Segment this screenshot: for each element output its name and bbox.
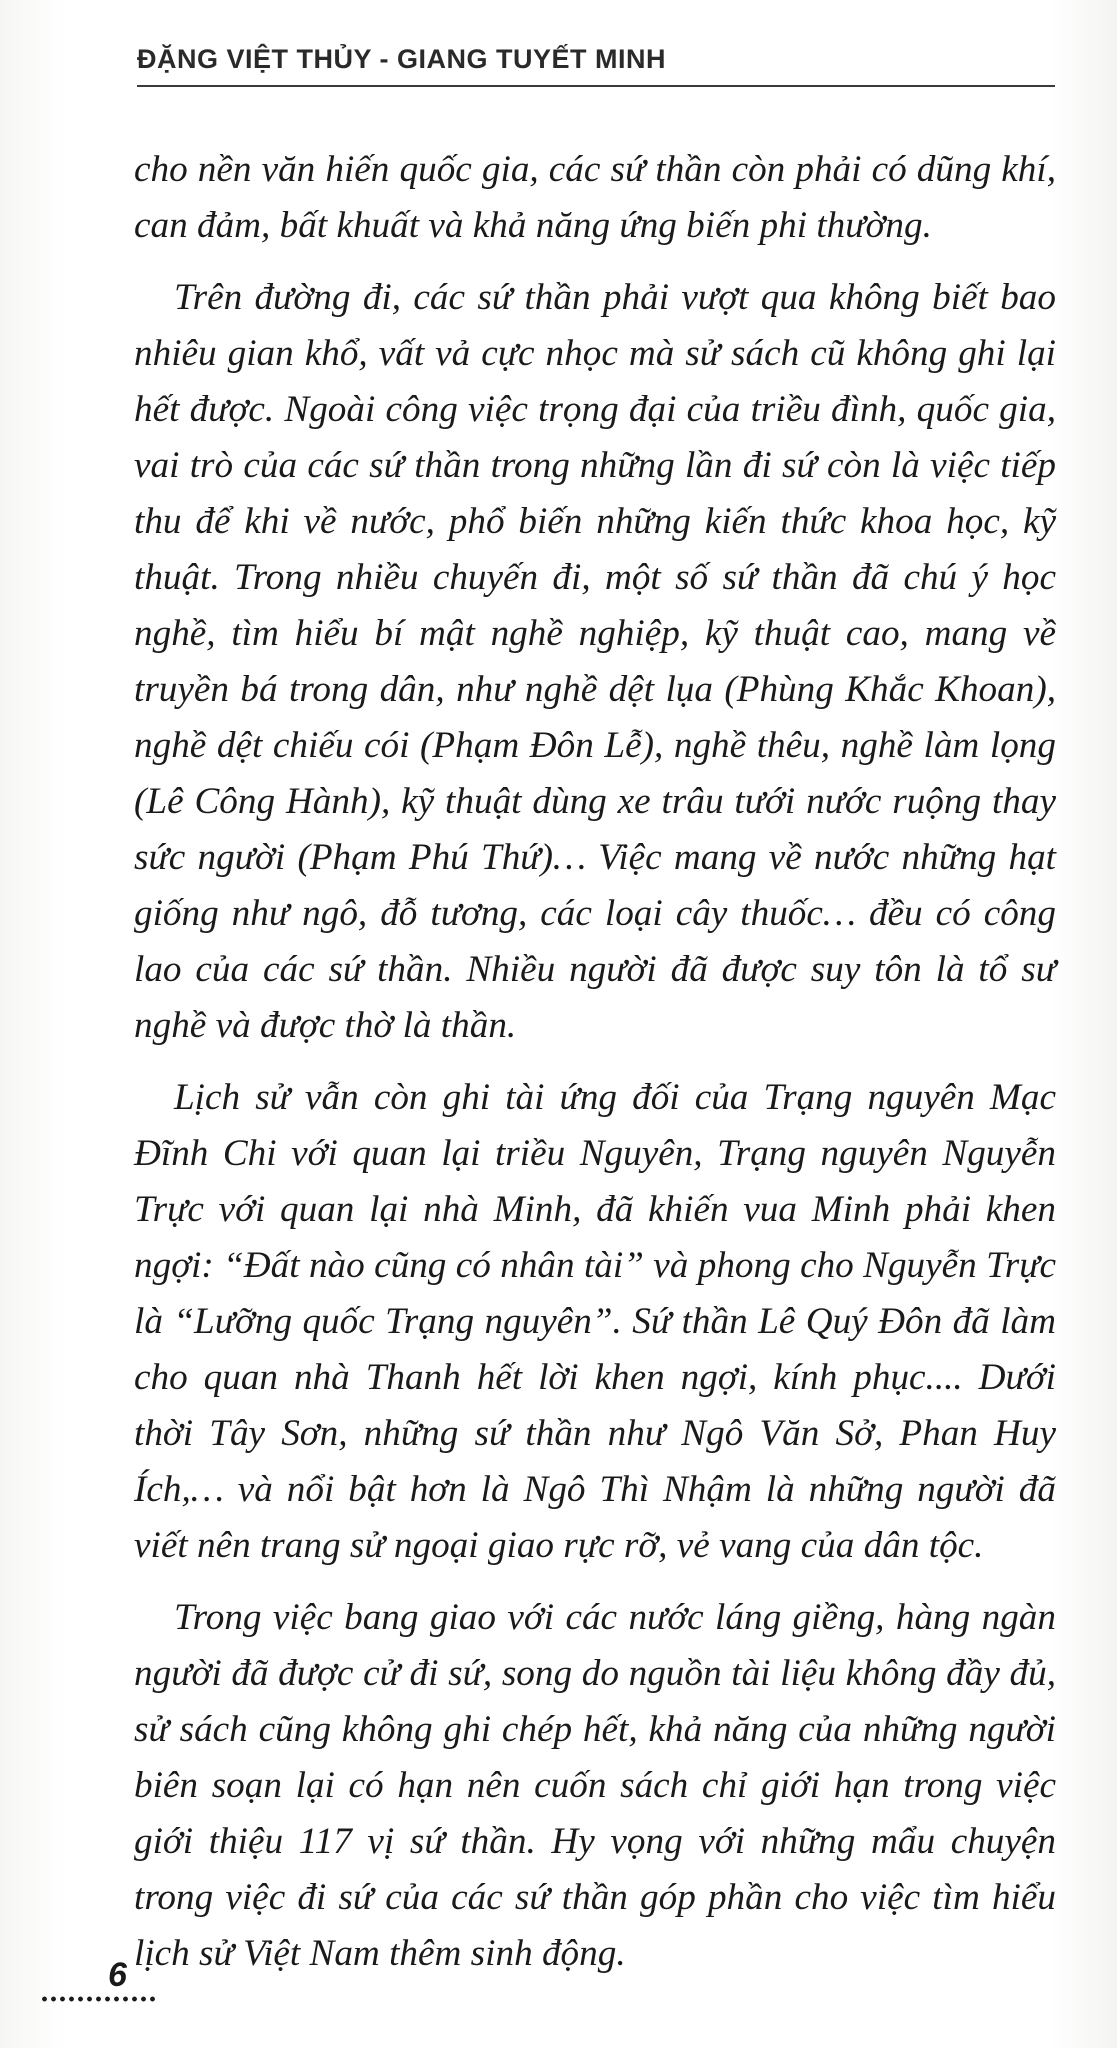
paragraph-continuation: cho nền văn hiến quốc gia, các sứ thần còn phải có dũng khí, can đảm, bất khuất và khả năng ứng biến phi thường. bbox=[134, 149, 1056, 246]
header-rule bbox=[137, 85, 1055, 87]
page-number: 6 bbox=[108, 1956, 127, 1994]
paragraph-book-scope: Trong việc bang giao với các nước láng giềng, hàng ngàn người đã được cử đi sứ, song do nguồn tài liệu không đầy đủ, sử sách cũng không ghi chép hết, khả năng của những người biên soạn lại có hạn nên cuốn sách chỉ giới hạn trong việc giới thiệu 117 vị sứ thần. Hy vọng với những mẩu chuyện trong việc đi sứ của các sứ thần góp phần cho việc tìm hiểu lịch sử Việt Nam thêm sinh động. bbox=[134, 1597, 1056, 1974]
page-number-dotted-rule bbox=[40, 1996, 158, 2002]
body-text bbox=[134, 142, 1056, 1998]
paragraph-envoy-hardships: Trên đường đi, các sứ thần phải vượt qua không biết bao nhiêu gian khổ, vất vả cực nhọc mà sử sách cũ không ghi lại hết được. Ngoài công việc trọng đại của triều đình, quốc gia, vai trò của các sứ thần trong những lần đi sứ còn là việc tiếp thu để khi về nước, phổ biến những kiến thức khoa học, kỹ thuật. Trong nhiều chuyến đi, một số sứ thần đã chú ý học nghề, tìm hiểu bí mật nghề nghiệp, kỹ thuật cao, mang về truyền bá trong dân, như nghề dệt lụa (Phùng Khắc Khoan), nghề dệt chiếu cói (Phạm Đôn Lễ), nghề thêu, nghề làm lọng (Lê Công Hành), kỹ thuật dùng xe trâu tưới nước ruộng thay sức người (Phạm Phú Thứ)… Việc mang về nước những hạt giống như ngô, đỗ tương, các loại cây thuốc… đều có công lao của các sứ thần. Nhiều người đã được suy tôn là tổ sư nghề và được thờ là thần. bbox=[134, 277, 1056, 1046]
running-header-authors: ĐẶNG VIỆT THỦY - GIANG TUYẾT MINH bbox=[137, 44, 667, 74]
paragraph-diplomatic-wit: Lịch sử vẫn còn ghi tài ứng đối của Trạng nguyên Mạc Đĩnh Chi với quan lại triều Nguyên, Trạng nguyên Nguyễn Trực với quan lại nhà Minh, đã khiến vua Minh phải khen ngợi: “Đất nào cũng có nhân tài” và phong cho Nguyễn Trực là “Lưỡng quốc Trạng nguyên”. Sứ thần Lê Quý Đôn đã làm cho quan nhà Thanh hết lời khen ngợi, kính phục.... Dưới thời Tây Sơn, những sứ thần như Ngô Văn Sở, Phan Huy Ích,… và nổi bật hơn là Ngô Thì Nhậm là những người đã viết nên trang sử ngoại giao rực rỡ, vẻ vang của dân tộc. bbox=[134, 1077, 1056, 1566]
